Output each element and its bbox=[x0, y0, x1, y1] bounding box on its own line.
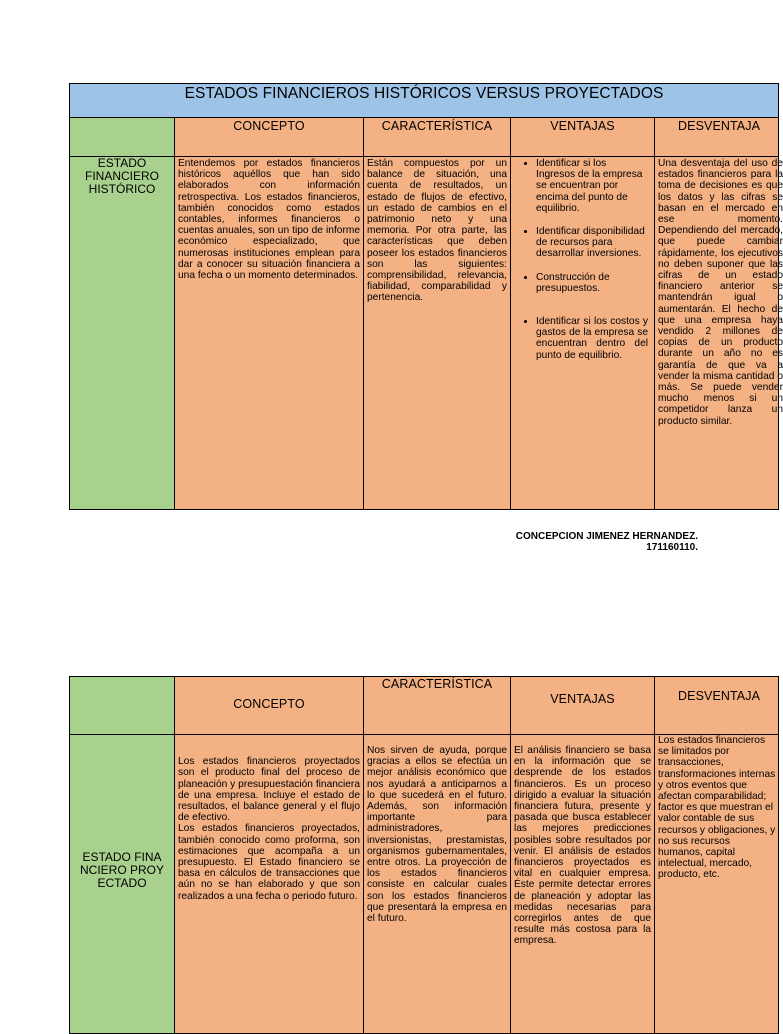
table1-header-ventajas: VENTAJAS bbox=[510, 117, 655, 157]
table1-header-caracteristica: CARACTERÍSTICA bbox=[363, 117, 511, 157]
list-item: • Identificar disponibilidad de recursos para desarrollar inversiones. bbox=[536, 226, 648, 260]
list-item: • Identificar si los costos y gastos de la empresa se encuentran dentro del punto de equilibrio. bbox=[536, 316, 648, 361]
table2-header-desventaja: DESVENTAJA bbox=[654, 676, 779, 735]
table2-header-concepto: CONCEPTO bbox=[174, 676, 364, 735]
table1-caracteristica: Están compuestos por un balance de situación, una cuenta de resultados, un estado de flujos de efectivo, un estado de cambios en el patrimonio neto y una memoria. Por otra parte, las características que deben poseer los estados financieros son las siguientes: comprensibilidad, relevancia, fiabilidad, comparabilidad y pertenencia. bbox=[363, 156, 511, 510]
list-item: • Identificar si los Ingresos de la empresa se encuentran por encima del punto de equilibrio. bbox=[536, 158, 648, 214]
table2-corner bbox=[69, 676, 175, 735]
table1-row-label: ESTADO FINANCIERO HISTÓRICO bbox=[69, 156, 175, 510]
table2-caracteristica: Nos sirven de ayuda, porque gracias a ellos se efectúa un mejor análisis económico que nos ayudará a anticiparnos a lo que sucederá en el futuro. Además, son información importante para administradores, inversionistas, prestamistas, organismos gubernamentales, entre otros. La proyección de los estados financieros consiste en calcular cuales son los estados financieros que presentará la empresa en el futuro. bbox=[363, 734, 511, 1034]
table1-desventaja: Una desventaja del uso de estados financieros para la toma de decisiones es que los datos y las cifras se basan en el mercado en ese momento. Dependiendo del mercado, que puede cambiar rápidamente, los ejecutivos no deben suponer que las cifras de un estado financiero anterior se mantendrán igual o aumentarán. El hecho de que una empresa haya vendido 2 millones de copias de un producto durante un año no es garantía de que va a vender la misma cantidad o más. Se puede vender mucho menos si un competidor lanza un producto similar. bbox=[654, 156, 779, 510]
table1-header-concepto: CONCEPTO bbox=[174, 117, 364, 157]
author-name: CONCEPCION JIMENEZ HERNANDEZ. bbox=[515, 531, 698, 542]
table2-header-caracteristica: CARACTERÍSTICA bbox=[363, 676, 511, 735]
table1-corner bbox=[69, 117, 175, 157]
list-item: • Construcción de presupuestos. bbox=[536, 272, 648, 294]
table1-ventajas bbox=[510, 156, 655, 510]
table2-row-label: ESTADO FINANCIERO PROYECTADO bbox=[69, 734, 175, 1034]
table1-header-desventaja: DESVENTAJA bbox=[654, 117, 779, 157]
table1-title: ESTADOS FINANCIEROS HISTÓRICOS VERSUS PROYECTADOS bbox=[69, 83, 779, 118]
table2-desventaja: Los estados financieros se limitados por transacciones, transformaciones internas y otros eventos que afectan comparabilidad; factor es que muestran el valor contable de sus recursos y obligaciones, y no sus recursos humanos, capital intelectual, mercado, producto, etc. bbox=[654, 734, 779, 1034]
ventajas-list bbox=[514, 158, 648, 361]
table1-concepto: Entendemos por estados financieros históricos aquéllos que han sido elaborados con información retrospectiva. Los estados financieros, también conocidos como estados contables, informes financieros o cuentas anuales, son un tipo de informe económico especializado, que numerosas instituciones emplean para dar a conocer su situación financiera a una fecha o un momento determinados. bbox=[174, 156, 364, 510]
author-id: 171160110. bbox=[646, 542, 698, 553]
table2-concepto: Los estados financieros proyectados son el producto final del proceso de planeación y presupuestación financiera de una empresa. Incluye el estado de resultados, el balance general y el flujo de efectivo. Los estados financieros proyectados, también conocido como proforma, son estimaciones que acompaña a un presupuesto. El Estado financiero se basa en cálculos de transacciones que aún no se han elaborado y que son realizados a una fecha o periodo futuro. bbox=[174, 734, 364, 1034]
table2-ventajas: El análisis financiero se basa en la información que se desprende de los estados financieros. Es un proceso dirigido a evaluar la situación financiera futura, presente y pasada que busca establecer las mejores predicciones posibles sobre resultados por venir. El análisis de estados financieros proyectados es vital en cualquier empresa. Éste permite detectar errores de planeación y adoptar las medidas necesarias para corregirlos antes de que resulte más costosa para la empresa. bbox=[510, 734, 655, 1034]
table2-header-ventajas: VENTAJAS bbox=[510, 676, 655, 735]
author-signature bbox=[450, 531, 698, 553]
